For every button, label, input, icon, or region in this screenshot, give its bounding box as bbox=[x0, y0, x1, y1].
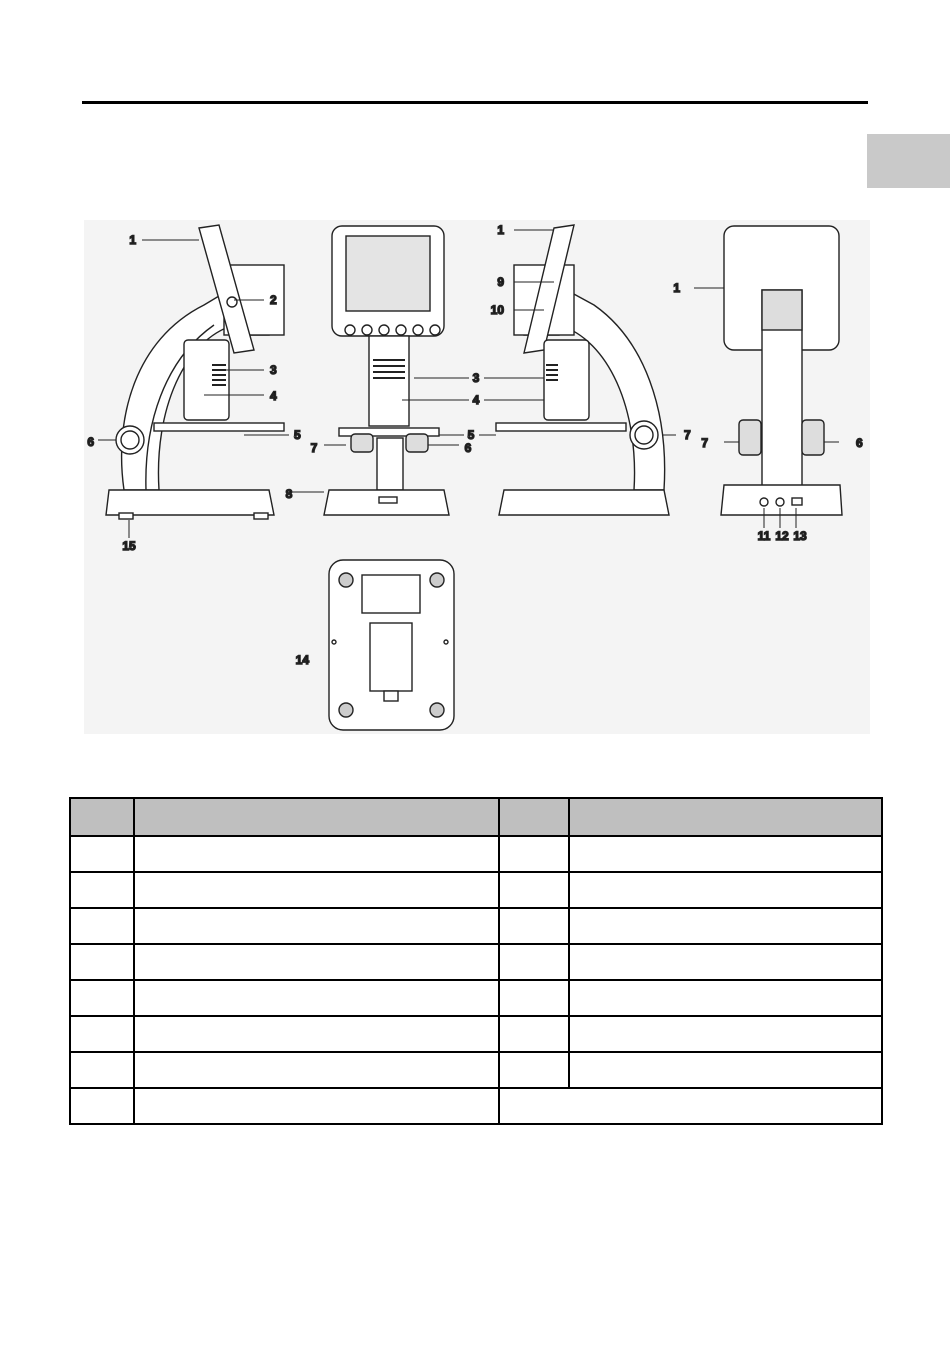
callout-13: 13 bbox=[793, 529, 807, 543]
callout-4: 4 bbox=[270, 389, 277, 403]
table-cell bbox=[569, 1016, 882, 1052]
bottom-view bbox=[329, 560, 454, 730]
table-cell bbox=[134, 944, 499, 980]
table-cell bbox=[134, 1052, 499, 1088]
table-cell bbox=[499, 908, 569, 944]
callout-6-rear: 6 bbox=[856, 436, 863, 450]
callout-3-front: 3 bbox=[472, 371, 480, 385]
table-cell bbox=[499, 1016, 569, 1052]
table-row bbox=[70, 1088, 882, 1124]
table-cell bbox=[70, 908, 134, 944]
table-cell bbox=[70, 872, 134, 908]
table-row bbox=[70, 872, 882, 908]
callout-7-right: 7 bbox=[684, 428, 691, 442]
section-tab bbox=[867, 134, 950, 188]
table-cell bbox=[499, 980, 569, 1016]
table-cell bbox=[70, 1016, 134, 1052]
table-row bbox=[70, 1052, 882, 1088]
callout-7-front: 7 bbox=[310, 441, 318, 455]
table-cell bbox=[70, 944, 134, 980]
callout-1-right: 1 bbox=[497, 223, 504, 237]
callout-7-rear: 7 bbox=[701, 436, 708, 450]
table-cell bbox=[134, 1088, 499, 1124]
table-cell bbox=[569, 872, 882, 908]
table-cell bbox=[70, 980, 134, 1016]
callout-11: 11 bbox=[757, 529, 771, 543]
table-cell-empty bbox=[499, 1088, 882, 1124]
table-cell bbox=[134, 1016, 499, 1052]
table-header-row bbox=[70, 798, 882, 836]
table-cell bbox=[499, 944, 569, 980]
table-row bbox=[70, 908, 882, 944]
table-cell bbox=[70, 1088, 134, 1124]
callout-5: 5 bbox=[294, 428, 301, 442]
callout-2: 2 bbox=[270, 293, 277, 307]
callout-1: 1 bbox=[129, 233, 136, 247]
table-cell bbox=[569, 944, 882, 980]
callout-5-front: 5 bbox=[467, 428, 475, 442]
header-rule bbox=[82, 101, 868, 104]
callout-6: 6 bbox=[87, 435, 94, 449]
table-cell bbox=[70, 1052, 134, 1088]
table-row bbox=[70, 1016, 882, 1052]
table-cell bbox=[134, 872, 499, 908]
table-cell bbox=[569, 1052, 882, 1088]
microscope-figure bbox=[84, 220, 870, 734]
callout-4-front: 4 bbox=[472, 393, 480, 407]
callout-9: 9 bbox=[497, 275, 504, 289]
table-cell bbox=[134, 908, 499, 944]
callout-10: 10 bbox=[490, 303, 504, 317]
header-cell bbox=[70, 798, 134, 836]
callout-3: 3 bbox=[270, 363, 277, 377]
callout-14: 14 bbox=[295, 653, 309, 667]
table-cell bbox=[70, 836, 134, 872]
table-cell bbox=[569, 836, 882, 872]
table-cell bbox=[499, 836, 569, 872]
callout-15: 15 bbox=[122, 539, 136, 553]
callout-8: 8 bbox=[285, 487, 293, 501]
header-cell bbox=[134, 798, 499, 836]
table-row bbox=[70, 944, 882, 980]
parts-table bbox=[69, 797, 883, 1125]
table-row bbox=[70, 980, 882, 1016]
table-cell bbox=[569, 980, 882, 1016]
table-cell bbox=[134, 980, 499, 1016]
callout-1-rear: 1 bbox=[673, 281, 680, 295]
table-cell bbox=[499, 1052, 569, 1088]
table-row bbox=[70, 836, 882, 872]
callout-6-front: 6 bbox=[464, 441, 472, 455]
header-cell bbox=[569, 798, 882, 836]
table-cell bbox=[569, 908, 882, 944]
callout-12: 12 bbox=[775, 529, 789, 543]
table-cell bbox=[134, 836, 499, 872]
header-cell bbox=[499, 798, 569, 836]
table-cell bbox=[499, 872, 569, 908]
